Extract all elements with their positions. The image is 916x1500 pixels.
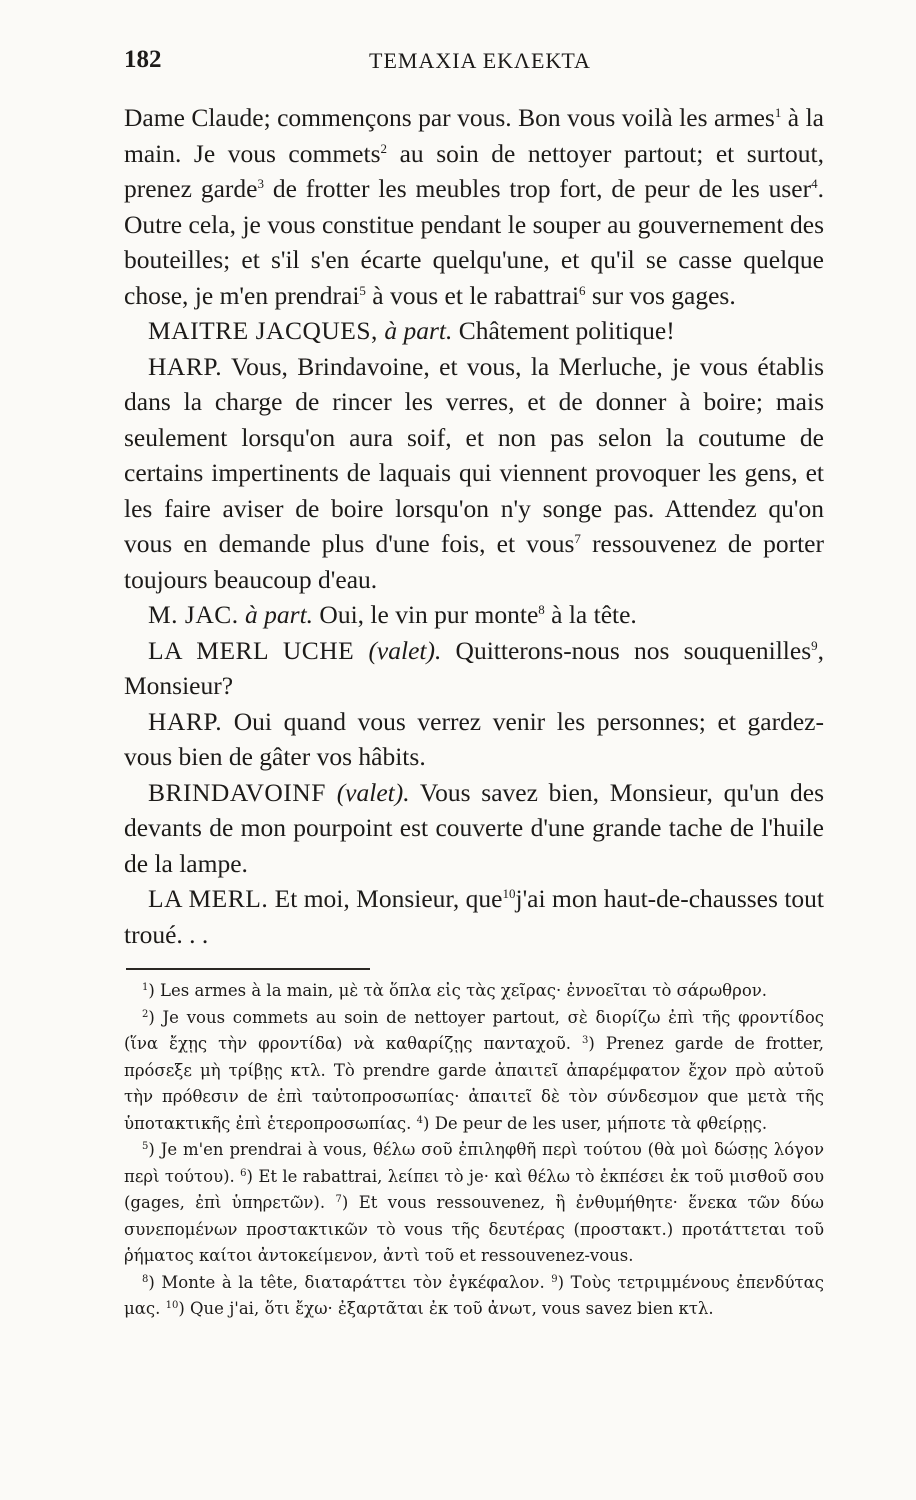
speaker-name: HARP. [148,706,223,736]
footnote-text: ) Je vous commets au soin de nettoyer partout, σὲ διορίζω ἐπὶ τῆς φροντίδος (ἵνα ἔχῃς τὴν φροντίδα) νὰ καθαρίζῃς πανταχοῦ. [124,1007,824,1053]
text-run: Et moi, Monsieur, que [268,884,503,913]
footnote-marker: 4 [811,176,818,191]
footnote-5-6-7 [124,1137,824,1270]
footnote-divider [126,968,370,970]
speech-m-jac [124,597,824,633]
text-run: j'ai mon haut-de-chausses tout troué. . . [124,884,825,949]
footnote-8-9-10 [124,1270,824,1323]
footnote-number: 6 [240,1167,247,1179]
footnote-number: 10 [165,1300,179,1311]
footnote-marker: 3 [257,176,264,191]
text-run: Châtement politique! [452,316,675,345]
footnote-text: ) Τοὺς τετριμμένους ἐπενδύτας μας. [124,1272,825,1318]
text-run: Oui, le vin pur monte [313,600,539,629]
text-run: sur vos gages. [585,280,736,310]
speech-brindavoine [124,775,824,882]
text-run: Vous, Brindavoine, et vous, la Merluche, je vous établis dans la charge de rincer les verres, et de donner à boire; mais seulement lorsqu'on aura soif, et non pas selon la coutume de certains impertinents de laquais qui viennent provoquer les gens, et les faire aviser de boire lorsqu'on n'y songe pas. Attendez qu'on vous en demande plus d'une fois, et vous [124,351,824,558]
footnote-marker: 10 [502,886,516,901]
footnote-marker: 1 [774,105,782,120]
text-run: au soin de nettoyer partout; et surtout, prenez garde [124,138,825,203]
footnote-marker: 5 [359,282,366,298]
speaker-name: BRINDAVOINF [148,777,326,807]
text-run: ressouvenez de porter toujours beaucoup d'eau. [124,529,824,594]
footnote-number: 7 [335,1194,342,1205]
footnote-text: ) Et le rabattrai, λείπει τὸ je· καὶ θέλω τὸ ἐκπέσει ἐκ τοῦ μισθοῦ σου (gages, ἐπὶ ὑπηρετῶν). [124,1166,824,1212]
footnote-marker: 8 [538,602,545,617]
page-header [124,46,824,80]
footnote-marker: 2 [380,140,388,156]
footnote-text: ) Et vous ressouvenez, ἢ ἐνθυμήθητε· ἕνεκα τῶν δύω συνεπομένων προστακτικῶν τὸ vous τῆς δευτέρας (προστακτ.) προτάττεται τοῦ ῥήματος καίτοι ἀντοκείμενον, ἀντὶ τοῦ et ressouvenez-vous. [124,1193,824,1265]
running-title: ΤΕΜΑΧΙΑ ΕΚΛΕΚΤΑ [369,48,591,73]
text-run: à vous et le rabattrai [365,280,580,310]
footnote-text: ) Je m'en prendrai à vous, θέλω σοῦ ἐπιληφθῆ περὶ τούτου (θὰ μοὶ δώσῃς λόγον περὶ τούτου). [124,1140,824,1186]
footnote-text: ) Monte à la tête, διαταράττει τὸν ἐγκέφαλον. [148,1272,545,1292]
footnote-marker: 7 [574,531,581,546]
speech-la-merl [124,881,824,952]
text-run: , Monsieur? [124,635,825,700]
footnote-number: 3 [582,1035,589,1046]
footnote-1 [124,978,824,1005]
footnotes [124,978,824,1323]
speech-la-merluche [124,633,824,704]
speech-harp [124,349,824,598]
text-run: . Outre cela, je vous constitue pendant le souper au gouvernement des bouteilles; et s'il s'en écarte quelqu'une, et qu'il se casse quelque chose, je m'en prendrai [124,174,824,310]
footnote-text: ) De peur de les user, μήποτε τὰ φθείρῃς. [423,1113,768,1133]
footnote-text: ) Les armes à la main, μὲ τὰ ὅπλα εἰς τὰς χεῖρας· ἐννοεῖται τὸ σάρωθρον. [148,981,768,1000]
text-run: Dame Claude; commençons par vous. Bon vous voilà les armes [124,103,775,132]
text-run: à la tête. [544,600,637,629]
speaker-name: HARP. [148,351,223,381]
speaker-name: MAITRE JACQUES, [148,316,378,345]
footnote-marker: 9 [811,637,818,653]
footnote-number: 9 [551,1273,558,1285]
speech-maitre-jacques [124,313,824,349]
speaker-name: LA MERL UCHE [148,635,355,665]
stage-direction: à part. [245,600,314,629]
text-run: de frotter les meubles trop fort, de peur de les user [263,174,812,203]
text-run: Oui quand vous verrez venir les personnes; et gardez-vous bien de gâter vos hâbits. [124,706,824,771]
footnote-text: ) Que j'ai, ὅτι ἔχω· ἐξαρτᾶται ἐκ τοῦ ἀνωτ, vous savez bien κτλ. [178,1299,714,1318]
speech-harp-2 [124,704,824,775]
text-run: à la main. Je vous commets [124,103,824,168]
stage-direction: (valet). [336,777,410,807]
footnote-number: 1 [142,982,149,993]
footnote-number: 2 [142,1008,149,1020]
stage-direction: à part. [384,316,453,345]
footnote-number: 8 [142,1273,149,1285]
speaker-name: M. JAC. [148,600,239,629]
paragraph-intro [124,100,824,313]
main-text [124,100,824,952]
footnote-number: 5 [142,1141,149,1152]
footnote-marker: 6 [579,282,586,298]
stage-direction: (valet). [368,635,442,665]
text-run: Vous savez bien, Monsieur, qu'un des devants de mon pourpoint est couverte d'une grande tache de l'huile de la lampe. [124,777,825,878]
text-run: Quitterons-nous nos souquenilles [441,635,812,665]
footnote-number: 4 [416,1114,424,1126]
footnote-2-3-4 [124,1005,824,1138]
page-number: 182 [124,46,162,73]
footnote-text: ) Prenez garde de frotter, πρόσεξε μὴ τρίβῃς κτλ. Τὸ prendre garde ἀπαιτεῖ ἀπαρέμφατον ἔχον πρὸ αὐτοῦ τὴν πρόθεσιν de ἐπὶ ταὐτοπροσωπίας· ἀπαιτεῖ δὲ τὸν σύνδεσμον que μετὰ τῆς ὑποτακτικῆς ἐπὶ ἑτεροπροσωπίας. [124,1034,824,1133]
speaker-name: LA MERL. [148,884,269,913]
